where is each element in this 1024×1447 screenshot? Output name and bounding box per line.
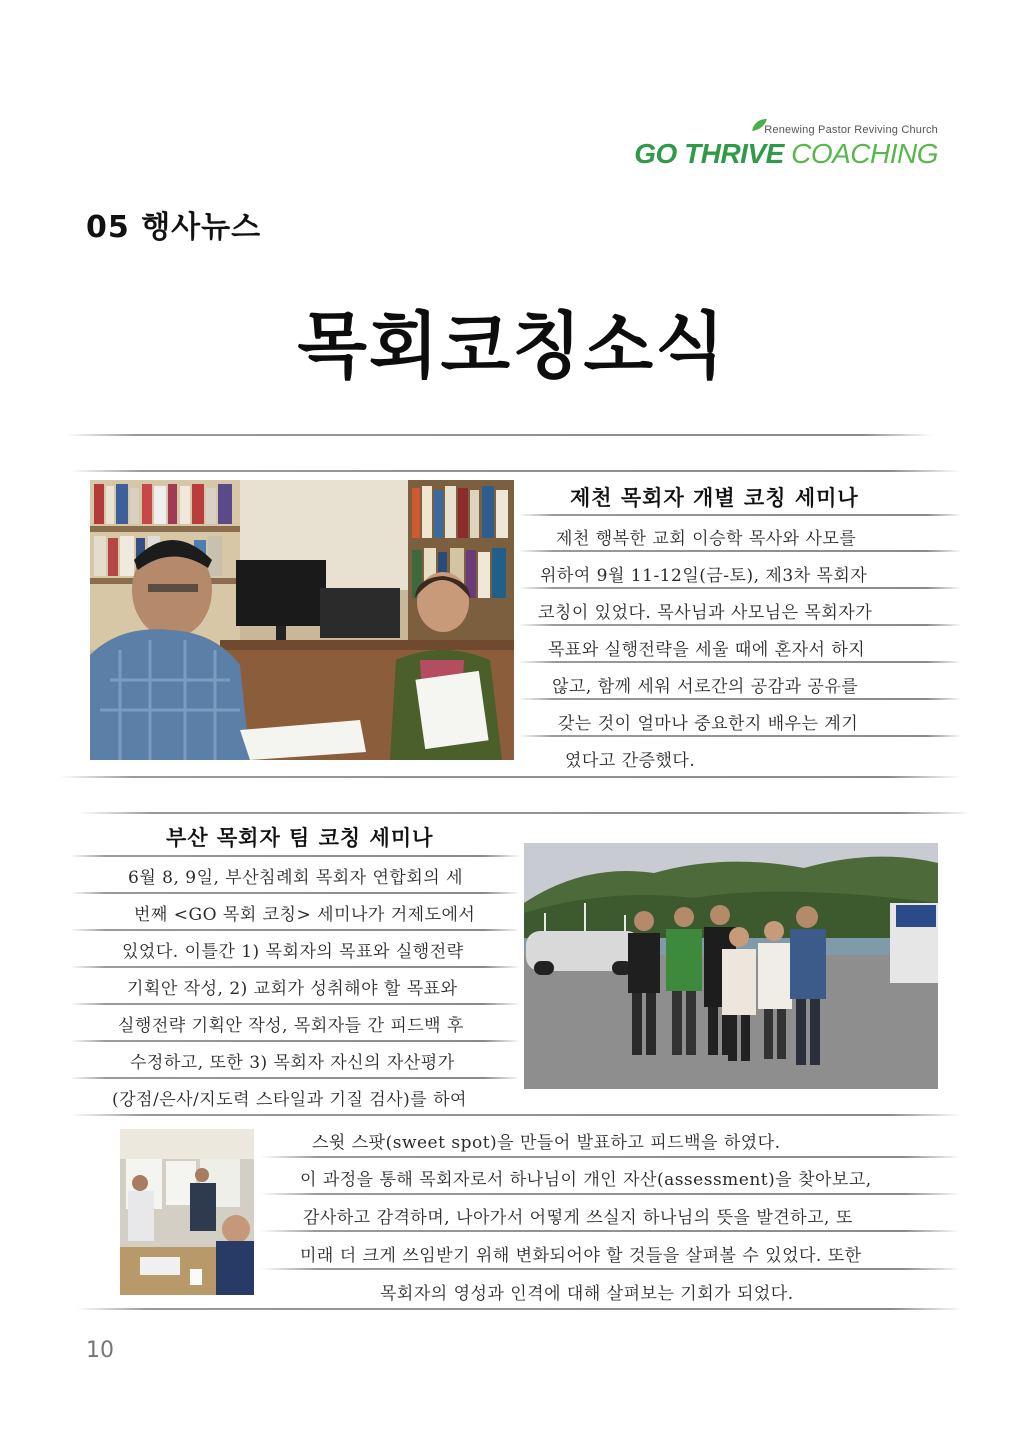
article1-line: 였다고 간증했다. [565, 751, 696, 771]
logo-tagline: Renewing Pastor Reviving Church [764, 124, 938, 136]
rule-line [260, 1193, 960, 1195]
rule-line [518, 698, 962, 700]
rule-line [60, 776, 960, 778]
page-title: 목회코칭소식 [297, 304, 727, 388]
article2-line: 실행전략 기획안 작성, 목회자들 간 피드백 후 [118, 1016, 464, 1036]
article1-title: 제천 목회자 개별 코칭 세미나 [570, 485, 859, 510]
rule-line [70, 1077, 520, 1079]
rule-line [70, 470, 960, 472]
article1-line: 목표와 실행전략을 세울 때에 혼자서 하지 [548, 640, 866, 660]
rule-line [80, 812, 970, 814]
article2-line: 기획안 작성, 2) 교회가 성취해야 할 목표와 [127, 979, 458, 999]
rule-line [518, 514, 962, 516]
article2-line: 있었다. 이틀간 1) 목회자의 목표와 실행전략 [122, 942, 464, 962]
article2-line: 스윗 스팟(sweet spot)을 만들어 발표하고 피드백을 하였다. [312, 1133, 781, 1153]
rule-line [66, 434, 932, 436]
article1-line: 코칭이 있었다. 목사님과 사모님은 목회자가 [538, 603, 873, 623]
rule-line [518, 624, 962, 626]
rule-line [260, 1268, 960, 1270]
article2-line: 번째 <GO 목회 코칭> 세미나가 거제도에서 [134, 905, 476, 925]
photo-meeting-room [120, 1129, 254, 1295]
rule-line [70, 929, 520, 931]
logo-coaching: COACHING [791, 138, 938, 169]
rule-line [70, 1003, 520, 1005]
rule-line [70, 1114, 960, 1116]
rule-line [518, 587, 962, 589]
article2-line: 6월 8, 9일, 부산침례회 목회자 연합회의 세 [128, 868, 464, 888]
page-number: 10 [86, 1338, 114, 1363]
rule-line [260, 1156, 960, 1158]
rule-line [70, 966, 520, 968]
rule-line [70, 1040, 520, 1042]
photo-jecheon-coaching [90, 480, 514, 760]
rule-line [518, 550, 962, 552]
article1-line: 위하여 9월 11-12일(금-토), 제3차 목회자 [540, 566, 868, 586]
logo-wordmark [634, 138, 938, 170]
article2-line: 미래 더 크게 쓰임받기 위해 변화되어야 할 것들을 살펴볼 수 있었다. 또한 [300, 1246, 862, 1266]
article1-line: 갖는 것이 얼마나 중요한지 배우는 계기 [558, 714, 859, 734]
article2-line: 목회자의 영성과 인격에 대해 살펴보는 기회가 되었다. [380, 1284, 794, 1304]
rule-line [70, 855, 520, 857]
brand-logo [618, 118, 938, 174]
article2-line: 수정하고, 또한 3) 목회자 자신의 자산평가 [130, 1053, 455, 1073]
rule-line [518, 661, 962, 663]
rule-line [518, 735, 962, 737]
logo-thrive: THRIVE [684, 138, 792, 169]
article2-title: 부산 목회자 팀 코칭 세미나 [166, 825, 434, 850]
rule-line [76, 1308, 962, 1310]
logo-go: GO [634, 138, 685, 169]
rule-line [70, 892, 520, 894]
article2-line: 이 과정을 통해 목회자로서 하나님이 개인 자산(assessment)을 찾아보고, [300, 1170, 872, 1190]
rule-line [260, 1230, 960, 1232]
article2-line: 감사하고 감격하며, 나아가서 어떻게 쓰실지 하나님의 뜻을 발견하고, 또 [303, 1208, 853, 1228]
section-heading: 05 행사뉴스 [86, 210, 262, 245]
article1-line: 제천 행복한 교회 이승학 목사와 사모를 [556, 529, 857, 549]
article1-line: 않고, 함께 세워 서로간의 공감과 공유를 [552, 677, 859, 697]
photo-busan-group [524, 843, 938, 1089]
article2-line: (강점/은사/지도력 스타일과 기질 검사)를 하여 [112, 1090, 467, 1110]
